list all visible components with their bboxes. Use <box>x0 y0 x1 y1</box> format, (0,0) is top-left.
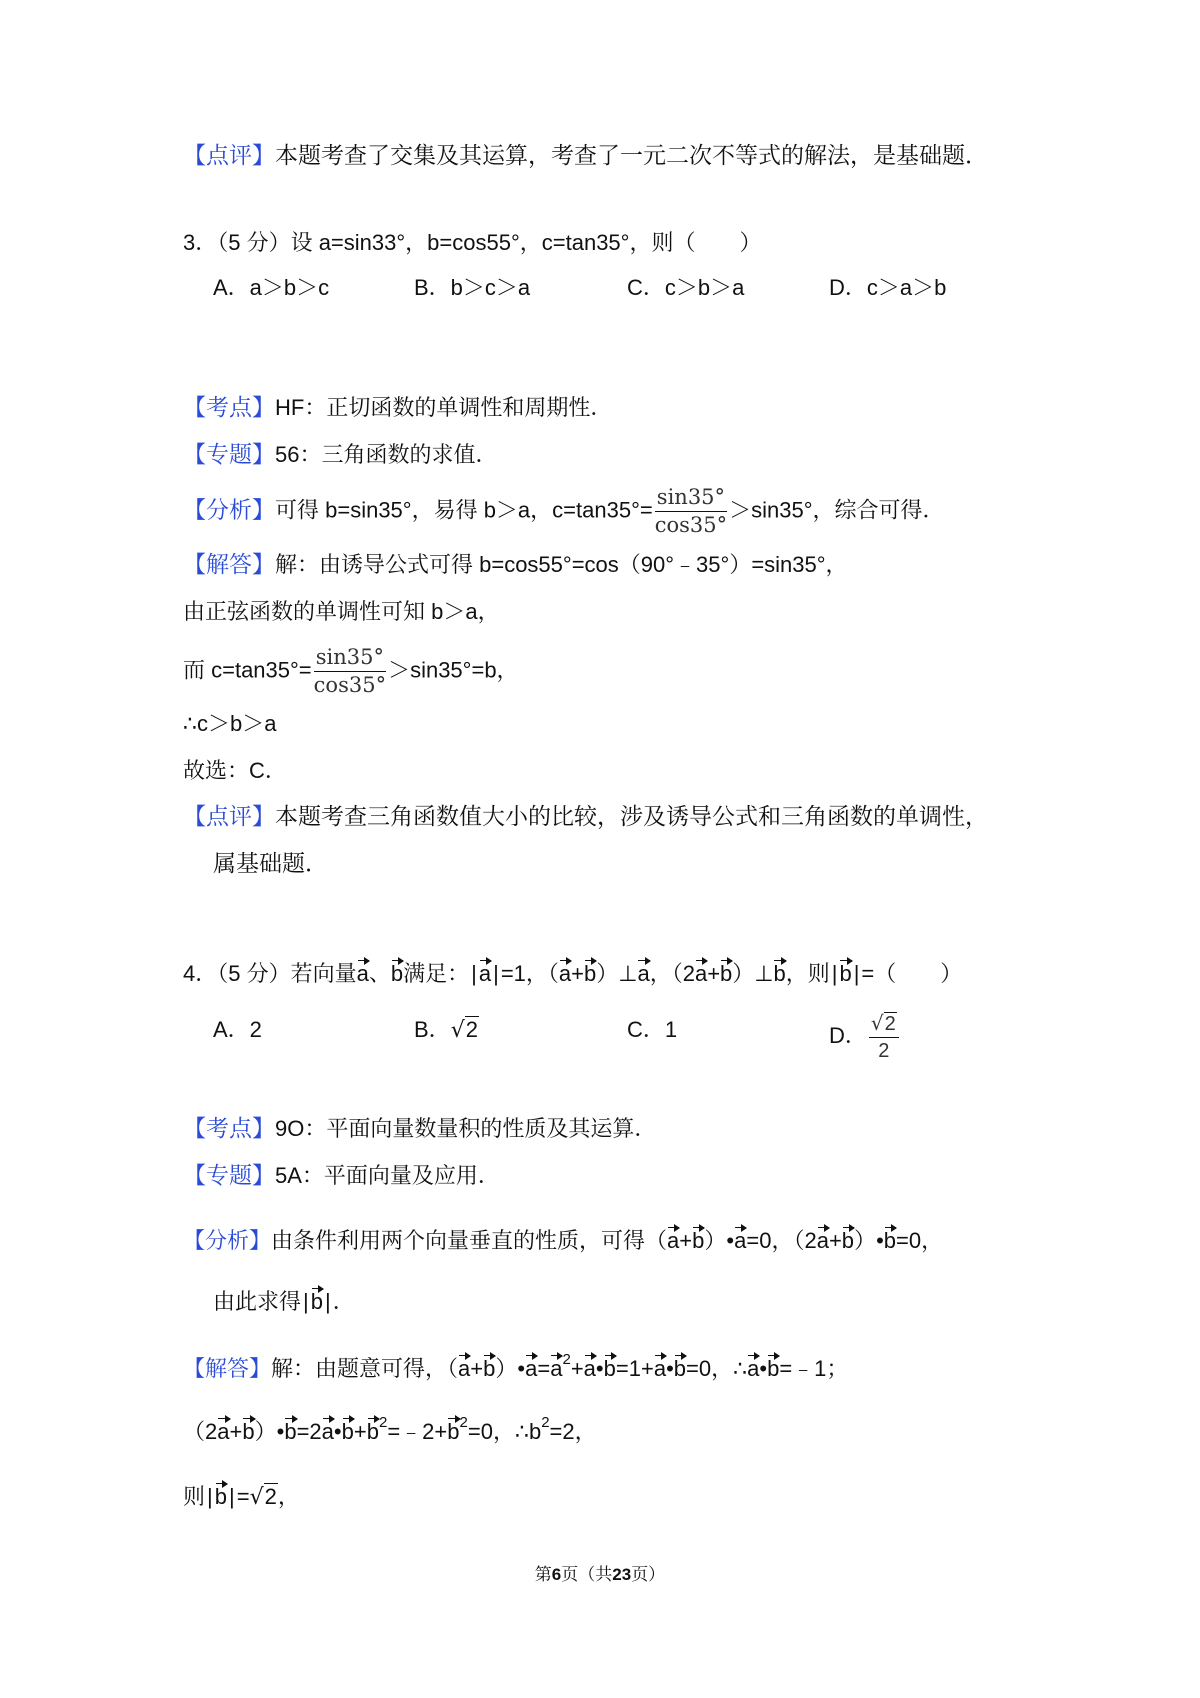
q4-option-a: A．2 <box>213 1017 262 1042</box>
q3-solution-5: 故选：C． <box>183 758 287 783</box>
q3-solution-4: ∴c＞b＞a <box>183 711 277 736</box>
q3-option-a: A．a＞b＞c <box>213 275 330 300</box>
review-tag: 【点评】 <box>183 804 275 830</box>
q4-solution-2: $(2a+b)•b=2a•b+b^2=﹣2+b^2=0$，$\therefore b^2=2$， <box>183 1414 597 1444</box>
q3-stem: 3．（5 分）设 a=sin33°，b=cos55°，c=tan35°，则（ ） <box>183 230 762 255</box>
q3-option-b: B．b＞c＞a <box>414 275 531 300</box>
analysis-tag: 【分析】 <box>183 497 275 524</box>
q4-point: 【考点】9O：平面向量数量积的性质及其运算． <box>183 1116 657 1142</box>
q3-review-2: 属基础题． <box>213 851 328 877</box>
q3-option-d: D．c＞a＞b <box>829 275 947 300</box>
q4-option-d: D． $\frac{√2}{2}$ <box>829 1013 901 1061</box>
page-number: 6 <box>551 1565 562 1584</box>
q4-option-b: B．√2 <box>414 1017 478 1043</box>
solution-tag: 【解答】 <box>183 552 275 578</box>
q4-topic: 【专题】5A：平面向量及应用． <box>183 1163 500 1189</box>
q2-review <box>183 141 988 171</box>
q4-stem: 4．（5 分）若向量a、b满足：|a|=1，（a+b）⊥a，（2a+b）⊥b，则|b|=（ ） <box>183 955 962 989</box>
solution-tag: 【解答】 <box>183 1356 272 1381</box>
q2-review-text: 本题考查了交集及其运算，考查了一元二次不等式的解法，是基础题． <box>275 143 988 169</box>
analysis-tag: 【分析】 <box>183 1228 272 1253</box>
q3-option-c: C．c＞b＞a <box>627 275 745 300</box>
topic-tag: 【专题】 <box>183 1163 275 1189</box>
q3-solution-1: 【解答】解：由诱导公式可得 b=cos55°=cos（90°﹣35°）=sin35°， <box>183 552 848 578</box>
q3-review-1: 【点评】本题考查三角函数值大小的比较，涉及诱导公式和三角函数的单调性， <box>183 804 988 830</box>
q3-solution-3: 而 c=tan35°= $\frac{\sin 35^\circ}{\cos 35^\circ}$ ＞sin35°=b， <box>183 645 519 697</box>
page-total: 23 <box>612 1565 632 1584</box>
q4-analysis-1: 【分析】由条件利用两个向量垂直的性质，可得（a+b）•a=0，（2a+b）•b=0， <box>183 1222 943 1256</box>
point-tag: 【考点】 <box>183 395 275 421</box>
q3-point: 【考点】HF：正切函数的单调性和周期性． <box>183 395 613 421</box>
fraction-sin-over-cos: $\frac{\sin 35^\circ}{\cos 35^\circ}$ <box>654 485 728 537</box>
fraction-sqrt2-over-2: $\frac{√2}{2}$ <box>869 1013 899 1061</box>
fraction-sin-over-cos: $\frac{\sin 35^\circ}{\cos 35^\circ}$ <box>313 645 387 697</box>
q3-analysis: 【分析】可得 b=sin35°，易得 b＞a，c=tan35°= $\frac{\sin 35^\circ}{\cos 35^\circ}$ ＞sin35°，综合可得． <box>183 485 945 537</box>
point-tag: 【考点】 <box>183 1116 275 1142</box>
q4-option-c: C．1 <box>627 1017 678 1042</box>
q3-topic: 【专题】56：三角函数的求值． <box>183 442 498 468</box>
page-footer: 第6页（共23页） <box>534 1565 666 1585</box>
q3-solution-2: 由正弦函数的单调性可知 b＞a， <box>183 599 500 624</box>
sqrt-radicand: 2 <box>465 1017 478 1042</box>
q4-solution-3: 则|b|=√2， <box>183 1478 300 1513</box>
topic-tag: 【专题】 <box>183 442 275 468</box>
review-tag: 【点评】 <box>183 143 275 169</box>
q4-analysis-2: 由此求得|b|． <box>213 1283 355 1317</box>
q4-solution-1: 【解答】解：由题意可得，$(a+b)•a=a^2+a•b=1+a•b=0$，∴a•b=﹣1； <box>183 1351 849 1381</box>
